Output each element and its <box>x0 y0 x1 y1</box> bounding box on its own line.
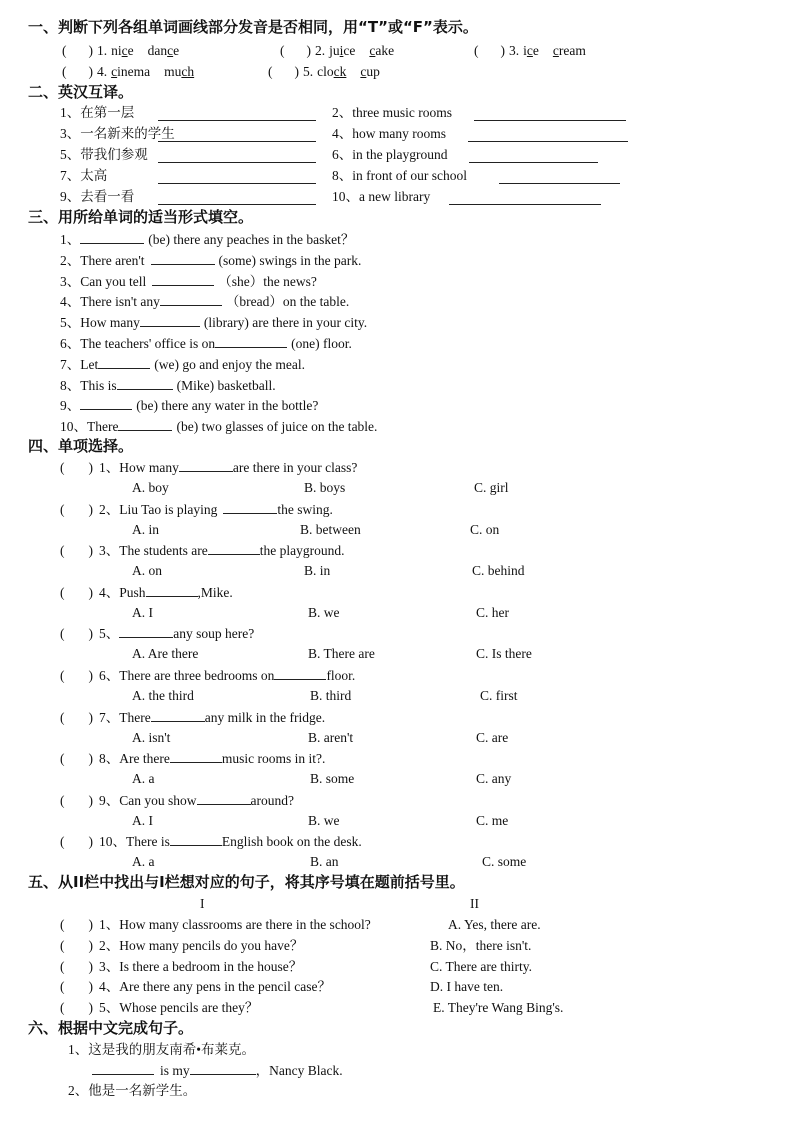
choice-question <box>60 541 344 560</box>
underlined-letters: i <box>339 43 344 58</box>
item-text: 1、 <box>60 232 81 247</box>
paren-open: ( <box>62 64 67 79</box>
option-b[interactable]: B. boys <box>304 480 346 495</box>
paren-open: ( <box>60 543 65 559</box>
sentence-answer-line <box>92 1061 343 1080</box>
word-part: e <box>127 43 134 58</box>
item-text: (be) there any water in the bottle? <box>136 398 319 414</box>
translation-item <box>332 146 447 164</box>
word-part: dan <box>147 43 168 58</box>
sentence-prompt: 2、他是一名新学生。 <box>68 1083 197 1098</box>
answer-blank[interactable] <box>469 148 598 163</box>
paren-open: ( <box>60 668 65 683</box>
choice-question <box>60 458 357 477</box>
translation-item <box>60 104 134 122</box>
paren-close: ) <box>500 43 505 58</box>
choice-question <box>60 583 233 602</box>
sentence-text: ，Nancy Black. <box>255 1063 343 1078</box>
translation-item <box>60 188 134 206</box>
underlined-letters: c <box>369 43 376 58</box>
word-part: clo <box>317 64 334 79</box>
fill-blank-item <box>60 272 317 291</box>
pronunciation-item <box>62 63 194 81</box>
option-a[interactable]: A. Are there <box>132 646 199 662</box>
underlined-letters: c <box>552 43 559 58</box>
option-a[interactable]: A. I <box>132 604 153 620</box>
question-text: around? <box>250 792 294 808</box>
option-a[interactable]: A. isn't <box>132 729 171 745</box>
item-text: 6、in the playground <box>332 147 448 162</box>
option-b[interactable]: B. we <box>308 812 340 828</box>
section-title: 六、根据中文完成句子。 <box>28 1019 194 1037</box>
option-a[interactable]: A. on <box>132 563 162 579</box>
question-text: 7、There <box>99 709 151 725</box>
paren-open: ( <box>60 501 65 517</box>
word-part: ce <box>343 43 356 58</box>
paren-close: ) <box>88 626 93 642</box>
match-answer: C. There are thirty. <box>430 958 532 974</box>
pronunciation-item <box>474 42 586 60</box>
answer-blank[interactable] <box>449 190 601 205</box>
item-text: (Mike) basketball. <box>176 377 276 393</box>
item-text: 5、带我们参观 <box>60 147 148 162</box>
word-part: inema <box>117 64 151 79</box>
fill-blank-item <box>60 313 367 332</box>
answer-blank[interactable] <box>158 190 316 205</box>
question-text: 10、There is <box>99 834 170 850</box>
word-part: i <box>523 43 527 58</box>
paren-close: ) <box>88 979 93 995</box>
item-text: 4、There isn't any <box>60 294 160 310</box>
choice-question <box>60 791 294 810</box>
answer-blank[interactable] <box>170 749 222 763</box>
paren-open: ( <box>60 792 65 808</box>
paren-close: ) <box>88 668 93 683</box>
item-text: 2、three music rooms <box>332 105 452 120</box>
item-text: 8、This is <box>60 377 117 393</box>
option-c[interactable]: C. are <box>476 729 509 745</box>
paren-close: ) <box>88 64 93 79</box>
paren-close: ) <box>88 543 93 559</box>
word-part: mu <box>164 64 182 79</box>
paren-open: ( <box>60 917 65 932</box>
item-number: 3. <box>509 43 520 58</box>
item-text: 3、Can you tell <box>60 273 147 289</box>
column-header-2: II <box>470 896 479 911</box>
option-c[interactable]: C. behind <box>472 563 525 579</box>
pronunciation-item <box>268 63 380 81</box>
answer-blank[interactable] <box>468 127 628 142</box>
item-text: 10、There <box>60 419 119 435</box>
sentence-text: is my <box>160 1063 190 1078</box>
option-a[interactable]: A. a <box>132 771 155 787</box>
section-title: 五、从II栏中找出与I栏想对应的句子，将其序号填在题前括号里。 <box>28 873 465 891</box>
underlined-letters: ck <box>333 64 347 79</box>
fill-blank-item <box>60 417 377 436</box>
paren-open: ( <box>60 1000 65 1016</box>
item-text: (be) two glasses of juice on the table. <box>176 419 378 435</box>
option-b[interactable]: B. an <box>310 854 339 870</box>
option-c[interactable]: C. her <box>476 604 509 620</box>
answer-blank[interactable] <box>80 396 132 410</box>
underlined-letters: c <box>111 64 118 79</box>
option-b[interactable]: B. we <box>308 604 340 620</box>
match-question <box>60 916 371 934</box>
question-text: any milk in the fridge. <box>204 709 326 725</box>
translation-item <box>332 104 452 122</box>
question-text: the swing. <box>277 501 333 517</box>
option-b[interactable]: B. in <box>304 563 331 579</box>
answer-blank[interactable] <box>474 106 626 121</box>
question-text: ,Mike. <box>197 584 233 600</box>
paren-open: ( <box>474 43 479 58</box>
choice-question <box>60 749 325 768</box>
match-question <box>60 999 258 1017</box>
answer-blank[interactable] <box>223 500 277 514</box>
answer-blank[interactable] <box>499 169 620 184</box>
item-text: （bread）on the table. <box>225 294 350 310</box>
answer-blank[interactable] <box>146 583 198 597</box>
item-text: 9、 <box>60 398 81 414</box>
answer-blank[interactable] <box>158 169 316 184</box>
paren-close: ) <box>88 584 93 600</box>
paren-close: ) <box>294 64 299 79</box>
match-question <box>60 937 303 955</box>
pronunciation-item <box>62 42 179 60</box>
answer-blank[interactable] <box>92 1061 154 1075</box>
item-number: 2. <box>315 43 326 58</box>
question-text: 4、Push <box>99 584 146 600</box>
answer-blank[interactable] <box>158 106 316 121</box>
fill-blank-item <box>60 230 354 249</box>
paren-open: ( <box>60 979 65 995</box>
answer-blank[interactable] <box>118 417 172 431</box>
paren-close: ) <box>88 709 93 725</box>
option-b[interactable]: B. some <box>310 771 355 787</box>
question-text: 1、How many <box>99 460 179 475</box>
section-title: 四、单项选择。 <box>28 437 134 455</box>
item-text: 7、太高 <box>60 168 108 183</box>
answer-blank[interactable] <box>170 832 222 846</box>
answer-blank[interactable] <box>140 313 200 327</box>
question-text: are there in your class? <box>232 460 358 475</box>
word-part: ju <box>329 43 340 58</box>
item-text: 5、How many <box>60 315 140 331</box>
option-a[interactable]: A. a <box>132 854 155 870</box>
paren-open: ( <box>60 460 65 475</box>
answer-blank[interactable] <box>80 230 144 244</box>
word-part: e <box>173 43 180 58</box>
option-c[interactable]: C. some <box>482 854 527 870</box>
answer-blank[interactable] <box>190 1061 256 1075</box>
paren-open: ( <box>60 834 65 850</box>
item-number: 1. <box>97 43 108 58</box>
option-c[interactable]: C. girl <box>474 480 509 495</box>
item-text: 3、一名新来的学生 <box>60 126 175 141</box>
paren-open: ( <box>280 43 285 58</box>
match-question <box>60 958 302 976</box>
item-text: 4、how many rooms <box>332 126 446 141</box>
translation-item <box>332 125 446 143</box>
match-answer: D. I have ten. <box>430 979 504 995</box>
answer-blank[interactable] <box>151 708 205 722</box>
translation-item <box>332 167 467 185</box>
answer-blank[interactable] <box>151 251 215 265</box>
pronunciation-item <box>280 42 394 60</box>
answer-blank[interactable] <box>179 458 233 472</box>
paren-close: ) <box>306 43 311 58</box>
option-c[interactable]: C. first <box>480 688 518 703</box>
paren-close: ) <box>88 834 93 850</box>
section-title: 三、用所给单词的适当形式填空。 <box>28 208 254 226</box>
question-text: 6、There are three bedrooms on <box>99 668 275 683</box>
question-text: the playground. <box>259 543 345 559</box>
question-text: any soup here? <box>173 626 255 642</box>
paren-close: ) <box>88 917 93 932</box>
option-a[interactable]: A. in <box>132 521 159 537</box>
option-b[interactable]: B. aren't <box>308 729 354 745</box>
answer-blank[interactable] <box>208 541 260 555</box>
question-text: 8、Are there <box>99 751 170 767</box>
option-a[interactable]: A. I <box>132 812 153 828</box>
fill-blank-item <box>60 251 361 270</box>
paren-close: ) <box>88 501 93 517</box>
question-text: 4、Are there any pens in the pencil case？ <box>99 979 332 995</box>
option-c[interactable]: C. Is there <box>476 646 532 662</box>
section-title: 一、判断下列各组单词画线部分发音是否相同，用“T”或“F”表示。 <box>28 18 478 36</box>
question-text: 1、How many classrooms are there in the school? <box>99 917 371 932</box>
option-a[interactable]: A. boy <box>132 480 169 495</box>
option-b[interactable]: B. third <box>310 688 352 703</box>
item-text: 9、去看一看 <box>60 189 135 204</box>
question-text: floor. <box>326 668 356 683</box>
fill-blank-item <box>60 334 352 353</box>
paren-open: ( <box>62 43 67 58</box>
fill-blank-item <box>60 396 318 415</box>
paren-open: ( <box>60 751 65 767</box>
item-text: 1、在第一层 <box>60 105 135 120</box>
paren-open: ( <box>60 584 65 600</box>
question-text: 3、Is there a bedroom in the house？ <box>99 958 303 974</box>
answer-blank[interactable] <box>152 272 214 286</box>
item-text: (one) floor. <box>291 336 352 351</box>
item-text: 8、in front of our school <box>332 168 467 183</box>
underlined-letters: c <box>526 43 533 58</box>
choice-question <box>60 500 333 519</box>
item-text: 6、The teachers' office is on <box>60 336 216 351</box>
option-a[interactable]: A. the third <box>132 688 194 703</box>
paren-open: ( <box>60 937 65 953</box>
fill-blank-item <box>60 376 276 395</box>
question-text: 9、Can you show <box>99 792 197 808</box>
underlined-letters: c <box>167 43 174 58</box>
choice-question <box>60 624 254 643</box>
item-number: 5. <box>303 64 314 79</box>
question-text: 3、The students are <box>99 543 208 559</box>
choice-question <box>60 832 362 851</box>
paren-open: ( <box>60 958 65 974</box>
column-header-1: I <box>200 896 205 911</box>
match-answer: B. No，there isn't. <box>430 937 532 953</box>
underlined-letters: ch <box>181 64 195 79</box>
item-text: (we) go and enjoy the meal. <box>154 356 305 372</box>
answer-blank[interactable] <box>117 376 173 390</box>
answer-blank[interactable] <box>160 292 222 306</box>
word-part: e <box>532 43 539 58</box>
item-text: （she）the news? <box>218 273 317 289</box>
item-text: (be) there any peaches in the basket？ <box>148 232 355 247</box>
question-text: 2、How many pencils do you have？ <box>99 937 304 953</box>
answer-blank[interactable] <box>274 666 326 680</box>
translation-item <box>60 167 107 185</box>
question-text: 5、 <box>99 626 120 642</box>
question-text: English book on the desk. <box>221 834 362 850</box>
option-c[interactable]: C. me <box>476 812 509 828</box>
question-text: 5、Whose pencils are they？ <box>99 1000 259 1016</box>
item-text: 2、There aren't <box>60 252 145 268</box>
paren-open: ( <box>60 709 65 725</box>
word-part: up <box>366 64 380 79</box>
option-b[interactable]: B. between <box>300 521 361 537</box>
match-answer: E. They're Wang Bing's. <box>433 1000 564 1016</box>
paren-open: ( <box>60 626 65 642</box>
answer-blank[interactable] <box>197 791 251 805</box>
paren-close: ) <box>88 937 93 953</box>
answer-blank[interactable] <box>119 624 173 638</box>
paren-close: ) <box>88 1000 93 1016</box>
paren-close: ) <box>88 751 93 767</box>
item-number: 4. <box>97 64 108 79</box>
paren-open: ( <box>268 64 273 79</box>
question-text: 2、Liu Tao is playing <box>99 501 218 517</box>
underlined-letters: c <box>360 64 367 79</box>
fill-blank-item <box>60 355 305 374</box>
item-text: (some) swings in the park. <box>218 252 362 268</box>
choice-question <box>60 708 325 727</box>
choice-question <box>60 666 355 685</box>
option-c[interactable]: C. any <box>476 771 512 787</box>
translation-item <box>60 146 148 164</box>
match-question <box>60 978 331 996</box>
paren-close: ) <box>88 958 93 974</box>
paren-close: ) <box>88 460 93 475</box>
item-text: 10、a new library <box>332 189 431 204</box>
word-part: ake <box>375 43 395 58</box>
answer-blank[interactable] <box>215 334 287 348</box>
item-text: (library) are there in your city. <box>203 315 368 331</box>
sentence-prompt: 1、这是我的朋友南希•布莱克。 <box>68 1042 255 1057</box>
match-answer: A. Yes, there are. <box>448 917 541 932</box>
section-title: 二、英汉互译。 <box>28 83 134 101</box>
word-part: ni <box>111 43 122 58</box>
paren-close: ) <box>88 792 93 808</box>
translation-item <box>332 188 430 206</box>
fill-blank-item <box>60 292 349 311</box>
option-c[interactable]: C. on <box>470 521 500 537</box>
question-text: music rooms in it?. <box>221 751 326 767</box>
answer-blank[interactable] <box>98 355 150 369</box>
word-part: ream <box>558 43 586 58</box>
option-b[interactable]: B. There are <box>308 646 375 662</box>
answer-blank[interactable] <box>158 148 316 163</box>
paren-close: ) <box>88 43 93 58</box>
item-text: 7、Let <box>60 356 99 372</box>
answer-blank[interactable] <box>158 127 316 142</box>
underlined-letters: c <box>121 43 128 58</box>
